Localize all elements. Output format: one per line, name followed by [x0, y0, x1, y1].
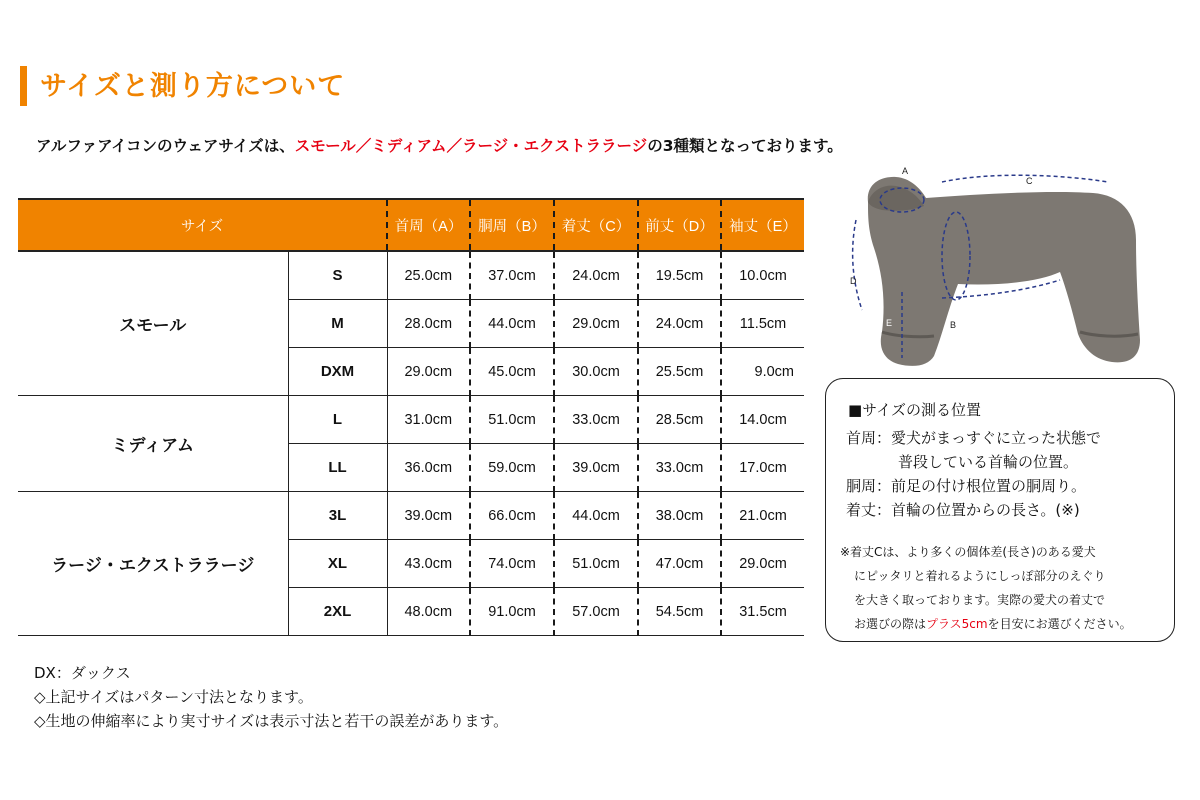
front-length-value: 54.5cm: [638, 588, 721, 636]
measurement-info-box: [825, 378, 1175, 642]
dog-wear-diagram: [838, 160, 1168, 375]
chest-value: 44.0cm: [470, 300, 554, 348]
length-value: 33.0cm: [554, 396, 638, 444]
front-length-value: 25.5cm: [638, 348, 721, 396]
length-value: 51.0cm: [554, 540, 638, 588]
length-value: 24.0cm: [554, 251, 638, 300]
info-line-length: 着丈：首輪の位置からの長さ。(※): [846, 501, 1080, 519]
sleeve-value: 17.0cm: [721, 444, 804, 492]
note-line-2: にピッタリと着れるようにしっぽ部分のえぐり: [854, 569, 1106, 583]
intro-text: [36, 134, 843, 156]
front-length-value: 24.0cm: [638, 300, 721, 348]
size-group-name: ミディアム: [18, 396, 288, 492]
size-code: S: [288, 251, 387, 300]
size-code: L: [288, 396, 387, 444]
intro-prefix: アルファアイコンのウェアサイズは、: [36, 137, 295, 155]
page-title: サイズと測り方について: [40, 71, 346, 102]
neck-value: 29.0cm: [387, 348, 470, 396]
table-body: [18, 251, 804, 636]
chest-value: 45.0cm: [470, 348, 554, 396]
note-last-suffix: を目安にお選びください。: [987, 617, 1132, 631]
note-line-4: [854, 615, 1132, 632]
neck-value: 36.0cm: [387, 444, 470, 492]
sleeve-value: 31.5cm: [721, 588, 804, 636]
sleeve-value: 11.5cm: [721, 300, 804, 348]
header-sleeve: 袖丈（E）: [721, 199, 804, 251]
note-last-prefix: お選びの際は: [854, 617, 927, 631]
table-row: [18, 251, 804, 300]
neck-value: 28.0cm: [387, 300, 470, 348]
footer-line-1: DX：ダックス: [34, 664, 131, 682]
size-code: DXM: [288, 348, 387, 396]
length-value: 39.0cm: [554, 444, 638, 492]
front-length-value: 47.0cm: [638, 540, 721, 588]
sleeve-value: 9.0cm: [721, 348, 804, 396]
garment-shape: [868, 177, 1140, 366]
note-line-3: を大きく取っております。実際の愛犬の着丈で: [854, 593, 1106, 607]
front-length-value: 19.5cm: [638, 251, 721, 300]
size-group-name: ラージ・エクストララージ: [18, 492, 288, 636]
chest-value: 91.0cm: [470, 588, 554, 636]
footer-line-3: ◇生地の伸縮率により実寸サイズは表示寸法と若干の誤差があります。: [34, 712, 509, 730]
table-header-row: [18, 199, 804, 251]
info-line-neck-cont: 普段している首輪の位置。: [898, 453, 1079, 471]
header-length: 着丈（C）: [554, 199, 638, 251]
chest-value: 59.0cm: [470, 444, 554, 492]
sleeve-value: 21.0cm: [721, 492, 804, 540]
size-code: XL: [288, 540, 387, 588]
label-a: A: [902, 166, 909, 176]
length-value: 57.0cm: [554, 588, 638, 636]
size-code: M: [288, 300, 387, 348]
intro-suffix: の3種類となっております。: [647, 137, 843, 155]
header-size: サイズ: [18, 199, 387, 251]
front-length-value: 33.0cm: [638, 444, 721, 492]
chest-value: 74.0cm: [470, 540, 554, 588]
info-line-chest: 胴周：前足の付け根位置の胴周り。: [846, 477, 1087, 495]
title-accent-bar: [20, 66, 27, 106]
size-code: 2XL: [288, 588, 387, 636]
table-row: [18, 396, 804, 444]
info-heading: ■サイズの測る位置: [848, 401, 981, 419]
label-b: B: [950, 320, 957, 330]
neck-value: 25.0cm: [387, 251, 470, 300]
note-line-1: ※着丈Cは、より多くの個体差(長さ)のある愛犬: [840, 545, 1096, 559]
footer-line-2: ◇上記サイズはパターン寸法となります。: [34, 688, 313, 706]
intro-highlight: スモール／ミディアム／ラージ・エクストララージ: [294, 137, 648, 155]
note-highlight: プラス5cm: [926, 617, 988, 631]
neck-value: 48.0cm: [387, 588, 470, 636]
size-group-name: スモール: [18, 251, 288, 396]
length-value: 29.0cm: [554, 300, 638, 348]
sleeve-value: 29.0cm: [721, 540, 804, 588]
label-d: D: [850, 276, 857, 286]
label-c: C: [1026, 176, 1033, 186]
header-front-length: 前丈（D）: [638, 199, 721, 251]
front-length-value: 38.0cm: [638, 492, 721, 540]
size-code: 3L: [288, 492, 387, 540]
chest-value: 66.0cm: [470, 492, 554, 540]
size-code: LL: [288, 444, 387, 492]
header-neck: 首周（A）: [387, 199, 470, 251]
info-line-neck: 首周：愛犬がまっすぐに立った状態で: [846, 429, 1102, 447]
label-e: E: [886, 318, 893, 328]
length-value: 30.0cm: [554, 348, 638, 396]
chest-value: 37.0cm: [470, 251, 554, 300]
table-row: [18, 492, 804, 540]
length-value: 44.0cm: [554, 492, 638, 540]
neck-value: 39.0cm: [387, 492, 470, 540]
neck-value: 31.0cm: [387, 396, 470, 444]
chest-value: 51.0cm: [470, 396, 554, 444]
sleeve-value: 10.0cm: [721, 251, 804, 300]
size-table: [18, 198, 804, 636]
front-length-value: 28.5cm: [638, 396, 721, 444]
header-chest: 胴周（B）: [470, 199, 554, 251]
sleeve-value: 14.0cm: [721, 396, 804, 444]
neck-value: 43.0cm: [387, 540, 470, 588]
